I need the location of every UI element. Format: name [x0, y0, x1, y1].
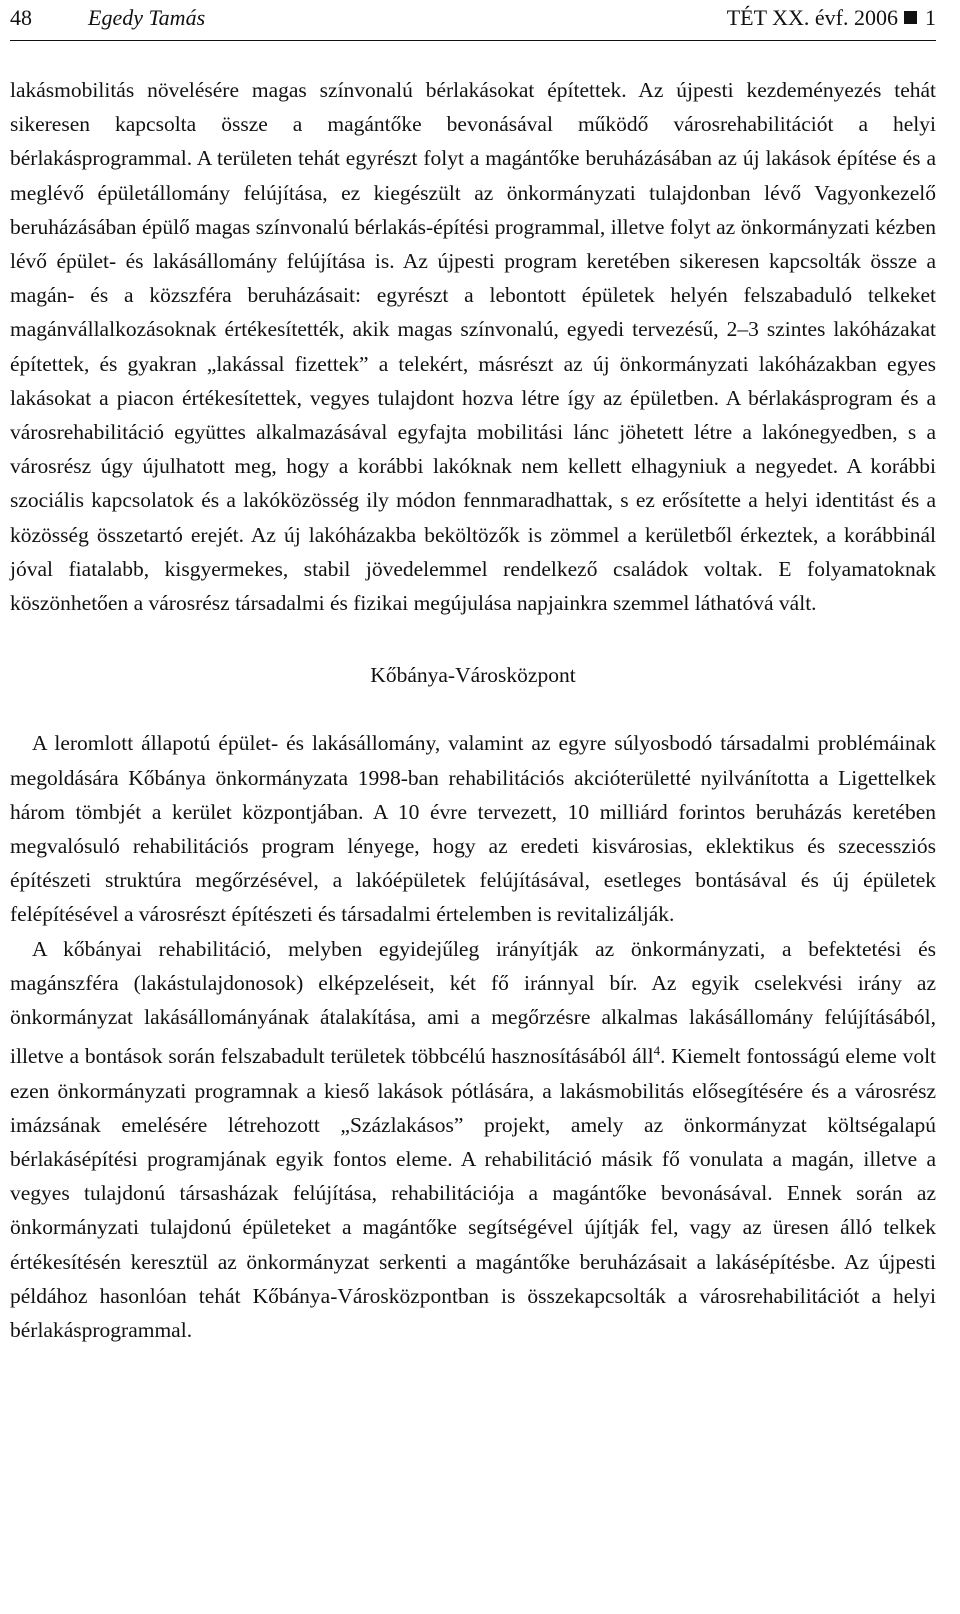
journal-volume: TÉT XX. évf. 2006 [726, 5, 898, 30]
author-name: Egedy Tamás [88, 5, 206, 30]
paragraph-kobanya-rehabilitation [10, 932, 936, 1348]
page-number: 48 [10, 5, 32, 30]
paragraph-text-part-1: A kőbányai rehabilitáció, melyben egyidejűleg irányítják az önkormányzati, a befektetési és magánszféra (lakástulajdonosok) elképzeléseit, két fő iránnyal bír. Az egyik cselekvési irány az önkormányzat lakásállományának átalakítása, ami a megőrzésre alkalmas lakásállomány felújításából, illetve a bontások során felszabadult területek többcélú hasznosításából áll [10, 936, 936, 1069]
journal-issue: 1 [925, 5, 936, 30]
paragraph-text-part-2: . Kiemelt fontosságú eleme volt ezen önkormányzati programnak a kieső lakások pótlására, a lakásmobilitás elősegítésére és a városrész imázsának emelésére létrehozott „Százlakásos” projekt, amely az önkormányzat költségalapú bérlakásépítési programjának egyik fontos eleme. A rehabilitáció másik fő vonulata a magán, illetve a vegyes tulajdonú társasházak felújítása, rehabilitációja a magántőke bevonásával. Ennek során az önkormányzati tulajdonú épületeket a magántőke segítségével újítják fel, vagy az üresen álló telkek értékesítésén keresztül az önkormányzat serkenti a magántőke beruházásait a lakásépítésbe. Az újpesti példához hasonlóan tehát Kőbánya-Városközpontban is összekapcsolták a városrehabilitációt a helyi bérlakásprogrammal. [10, 1044, 937, 1343]
section-title: Kőbánya-Városközpont [370, 663, 576, 688]
running-head [10, 0, 936, 41]
footnote-reference[interactable]: 4 [653, 1043, 661, 1059]
square-separator-icon [904, 11, 917, 24]
body-text [10, 73, 936, 1347]
paragraph-ujpest: lakásmobilitás növelésére magas színvonalú bérlakásokat építettek. Az újpesti kezdeményezés tehát sikeresen kapcsolta össze a magántőke bevonásával működő városrehabilitációt a helyi bérlakásprogrammal. A területen tehát egyrészt folyt a magántőke beruházásában az új lakások építése és a meglévő épületállomány felújítása, ez kiegészült az önkormányzati tulajdonban lévő Vagyonkezelő beruházásában épülő magas színvonalú bérlakás-építési programmal, illetve folyt az önkormányzati kézben lévő épület- és lakásállomány felújítása is. Az újpesti program keretében sikeresen kapcsolták össze a magán- és a közszféra beruházásait: egyrészt a lebontott épületek helyén felszabaduló telkeket magánvállalkozásoknak értékesítették, akik magas színvonalú, egyedi tervezésű, 2–3 szintes lakóházakat építettek, és gyakran „lakással fizettek” a telekért, másrészt az új önkormányzati lakóházakban egyes lakásokat a piacon értékesítettek, vegyes tulajdont hozva létre így az épületben. A bérlakásprogram és a városrehabilitáció együttes alkalmazásával egyfajta mobilitási lánc jöhetett létre a lakónegyedben, s a városrész úgy újulhatott meg, hogy a korábbi lakóknak nem kellett elhagyniuk a negyedet. A korábbi szociális kapcsolatok és a lakóközösség ily módon fennmaradhattak, s ez erősítette a helyi identitást és a közösség összetartó erejét. Az új lakóházakba beköltözők is zömmel a kerületből érkeztek, a korábbinál jóval fiatalabb, kisgyermekes, stabil jövedelemmel rendelkező családok voltak. E folyamatoknak köszönhetően a városrész társadalmi és fizikai megújulása napjainkra szemmel láthatóvá vált. [10, 78, 936, 616]
journal-info [727, 0, 936, 36]
paragraph-kobanya-intro: A leromlott állapotú épület- és lakásállomány, valamint az egyre súlyosbodó társadalmi problémáinak megoldására Kőbánya önkormányzata 1998-ban rehabilitációs akcióterületté nyilvánította a Ligettelkek három tömbjét a kerület központjában. A 10 évre tervezett, 10 milliárd forintos beruházás keretében megvalósuló rehabilitációs program lényege, hogy az eredeti kisvárosias, eklektikus és szecessziós építészeti struktúra megőrzésével, a lakóépületek felújításával, esetleges bontásával és új épületek felépítésével a városrészt építészeti és társadalmi értelemben is revitalizálják. [10, 731, 936, 927]
